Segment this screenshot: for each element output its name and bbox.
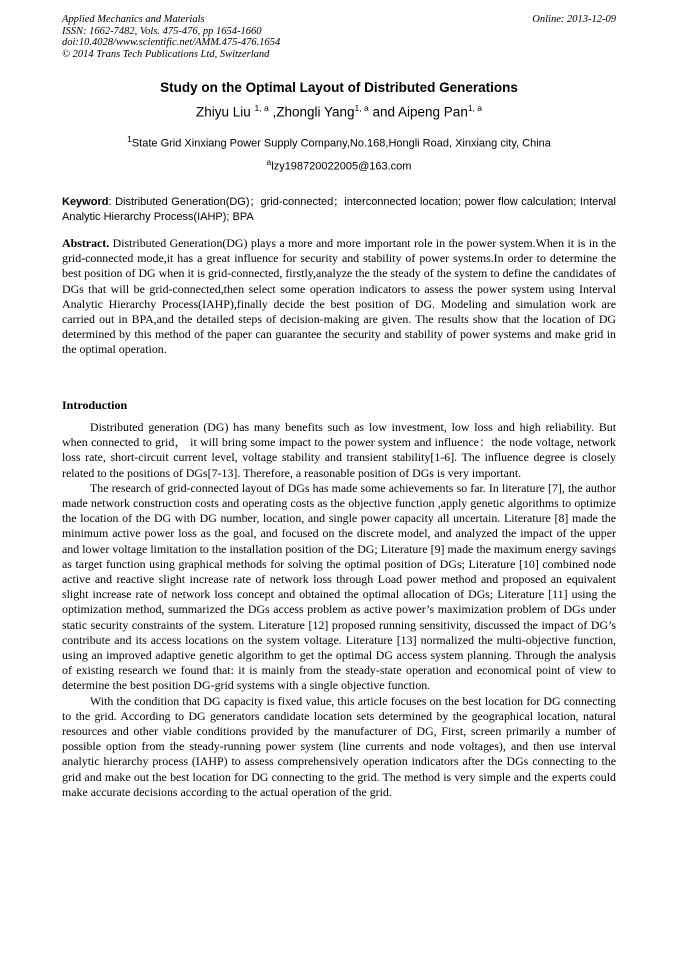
online-date: Online: 2013-12-09 bbox=[532, 14, 616, 25]
keywords bbox=[62, 195, 616, 224]
author-name: Aipeng Pan bbox=[398, 104, 468, 120]
journal-header bbox=[62, 14, 616, 60]
author-email bbox=[62, 157, 616, 173]
copyright-line: © 2014 Trans Tech Publications Ltd, Switzerland bbox=[62, 48, 270, 60]
paragraph: Distributed generation (DG) has many benefits such as low investment, low loss and high reliability. But when connected to grid， it will bring some impact to the power system and influence：the node voltage, network loss rate, short-circuit current level, voltage stability and transient stability[1-6]. The influence degree is closely related to the positions of DGs[7-13]. Therefore, a reasonable position of DGs is very important. bbox=[62, 420, 616, 480]
email-text: lzy198720022005@163.com bbox=[271, 160, 412, 173]
author-name: Zhiyu Liu bbox=[195, 104, 251, 120]
abstract-text: Distributed Generation(DG) plays a more and more important role in the power system.When it is in the grid-connected mode,it has a great influence for security and stability of power systems.In order to determine the best position of DG when it is grid-connected, firstly,analyze the the steady of the system to define the candidates of DGs that will be grid-connected,then select some operation indicators to assess the power system using Interval Analytic Hierarchy Process(IAHP),finally decide the best position of DG. Modeling and simulation work are carried out in BPA,and the detailed steps of decision-making are given. The results show that the location of DG determined by this method of the paper can guarantee the security and stability of power systems and make grid in the optimal operation. bbox=[62, 236, 616, 357]
email-superscript: a bbox=[266, 157, 272, 167]
author-separator: and bbox=[368, 104, 399, 120]
paper-title: Study on the Optimal Layout of Distributed Generations bbox=[160, 80, 518, 95]
introduction-body bbox=[62, 420, 616, 800]
author-list bbox=[62, 103, 616, 120]
author-superscript: 1, a bbox=[254, 103, 269, 113]
paragraph: With the condition that DG capacity is fixed value, this article focuses on the best location for DG connecting to the grid. According to DG generators candidate location sets determined by the geographical location, natural resources and other viable conditions provided by the manufacturer of DG, First, screen primarily a number of possible option from the steady-running power system (line currents and node voltages), and then use interval analytic hierarchy process (IAHP) to assess comprehensively operation indicators after the DGs connecting to the grid and make out the best location for DG connecting to the grid. The method is very simple and the experts could make accurate decisions according to the actual operation of the grid. bbox=[62, 693, 616, 799]
author-superscript: 1, a bbox=[467, 103, 483, 113]
journal-name: Applied Mechanics and Materials bbox=[62, 14, 205, 25]
affiliation-text: State Grid Xinxiang Power Supply Company,No.168,Hongli Road, Xinxiang city, China bbox=[131, 137, 551, 150]
affiliation-superscript: 1 bbox=[127, 134, 132, 144]
author-separator: , bbox=[268, 104, 277, 120]
section-heading-introduction: Introduction bbox=[62, 398, 128, 412]
abstract bbox=[62, 236, 616, 358]
issn-line: ISSN: 1662-7482, Vols. 475-476, pp 1654-1660 bbox=[62, 25, 262, 37]
doi-line: doi:10.4028/www.scientific.net/AMM.475-476.1654 bbox=[62, 37, 281, 48]
author-name: Zhongli Yang bbox=[276, 104, 355, 120]
paragraph: The research of grid-connected layout of DGs has made some achievements so far. In literature [7], the author made network construction costs and operating costs as the objective function ,apply genetic algorithms to optimize the location of the DG with DG number, location, and single power capacity all uncertain. Literature [8] made the minimum active power loss as the goal, and focused on the discrete model, and analyzed the impact of the upper and lower voltage limitation to the installation position of the DG; Literature [9] made the maximum energy savings as target function using graphical methods for solving the optimal position of DGs; Literature [10] combined node active and reactive slight increase rate of network loss through Load power method and proposed an equivalent slight increase rate of network loss concept and obtained the optimal allocation of DGs; Literature [11] using the optimization method, summarized the DGs access problem as active power’s maximization problem of DGs under static security constraints of the system. Literature [12] proposed running sensitivity, discussed the impact of DG’s contribute and its access locations on the system voltage. Literature [13] normalized the multi-objective function, using an improved adaptive genetic algorithm to get the optimal DG access system planning. Through the analysis of existing research we found that: it is mainly from the steady-state operation and economical point of view to determine the best position DG-grid systems with a single objective function. bbox=[62, 480, 616, 693]
affiliation bbox=[62, 134, 616, 150]
keyword-label: Keyword bbox=[62, 196, 109, 208]
author-superscript: 1, a bbox=[354, 103, 369, 113]
abstract-label: Abstract. bbox=[62, 236, 110, 250]
keyword-text: : Distributed Generation(DG)；grid-connected；interconnected location; power flow calculation; Interval Analytic Hierarchy Process(IAHP); BPA bbox=[62, 196, 616, 223]
